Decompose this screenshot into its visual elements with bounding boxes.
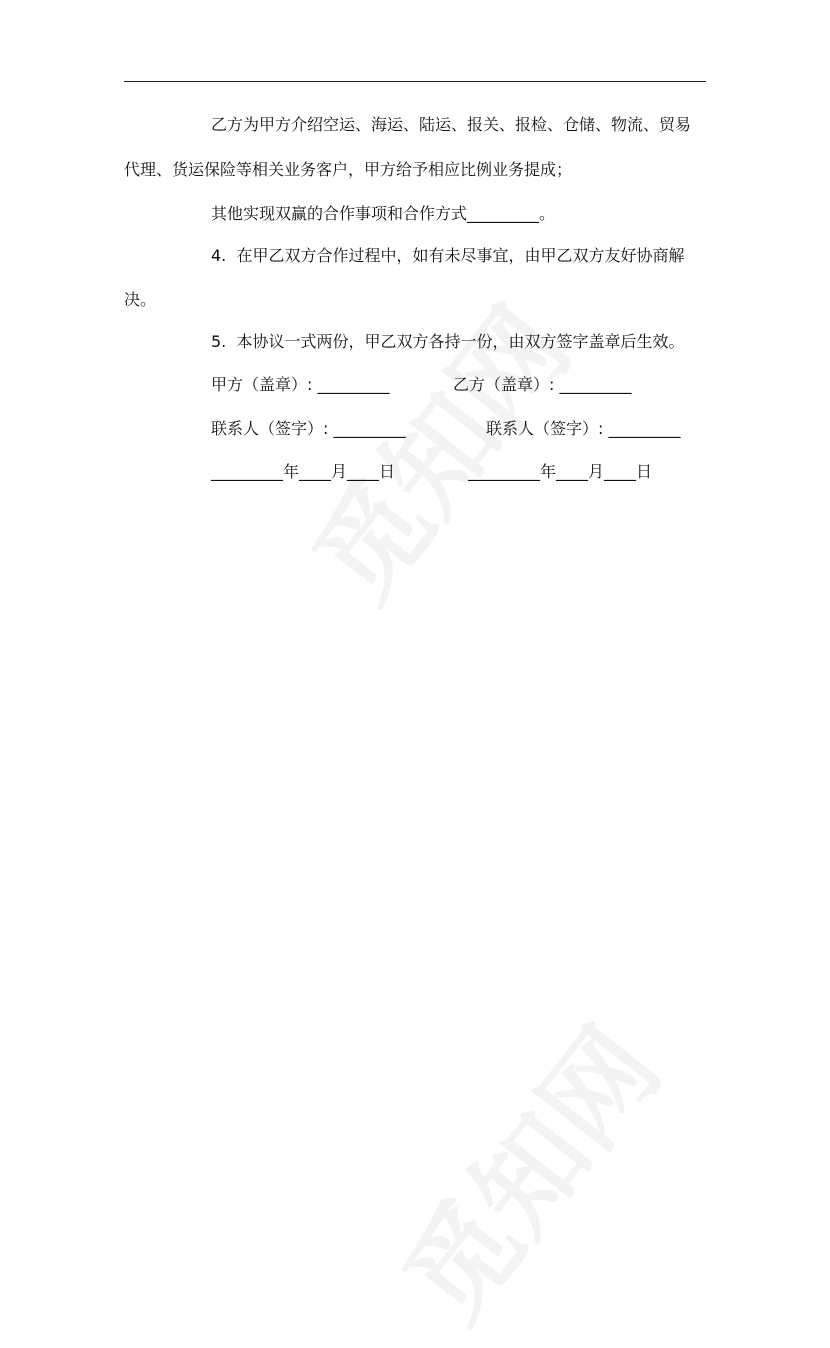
watermark-upper	[271, 270, 599, 627]
party-b-date-field: _________年____月____日	[468, 462, 653, 481]
party-a-seal-field: 甲方（盖章）: _________	[211, 375, 390, 394]
watermark-lower	[361, 990, 689, 1347]
paragraph-other-cooperation: 其他实现双赢的合作事项和合作方式_________。	[211, 204, 556, 223]
paragraph-services-line2: 代理、货运保险等相关业务客户，甲方给予相应比例业务提成；	[124, 160, 573, 179]
party-b-seal-field: 乙方（盖章）: _________	[453, 375, 632, 394]
header-rule	[124, 81, 706, 82]
party-a-contact-field: 联系人（签字）: _________	[211, 419, 406, 438]
paragraph-services-line1: 乙方为甲方介绍空运、海运、陆运、报关、报检、仓储、物流、贸易	[211, 115, 692, 134]
clause-4-line1: 4. 在甲乙双方合作过程中，如有未尽事宜，由甲乙双方友好协商解	[211, 246, 685, 265]
party-b-contact-field: 联系人（签字）: _________	[486, 419, 681, 438]
clause-5: 5. 本协议一式两份，甲乙双方各持一份，由双方签字盖章后生效。	[211, 332, 685, 351]
party-a-date-field: _________年____月____日	[211, 462, 396, 481]
clause-4-line2: 决。	[124, 290, 157, 309]
